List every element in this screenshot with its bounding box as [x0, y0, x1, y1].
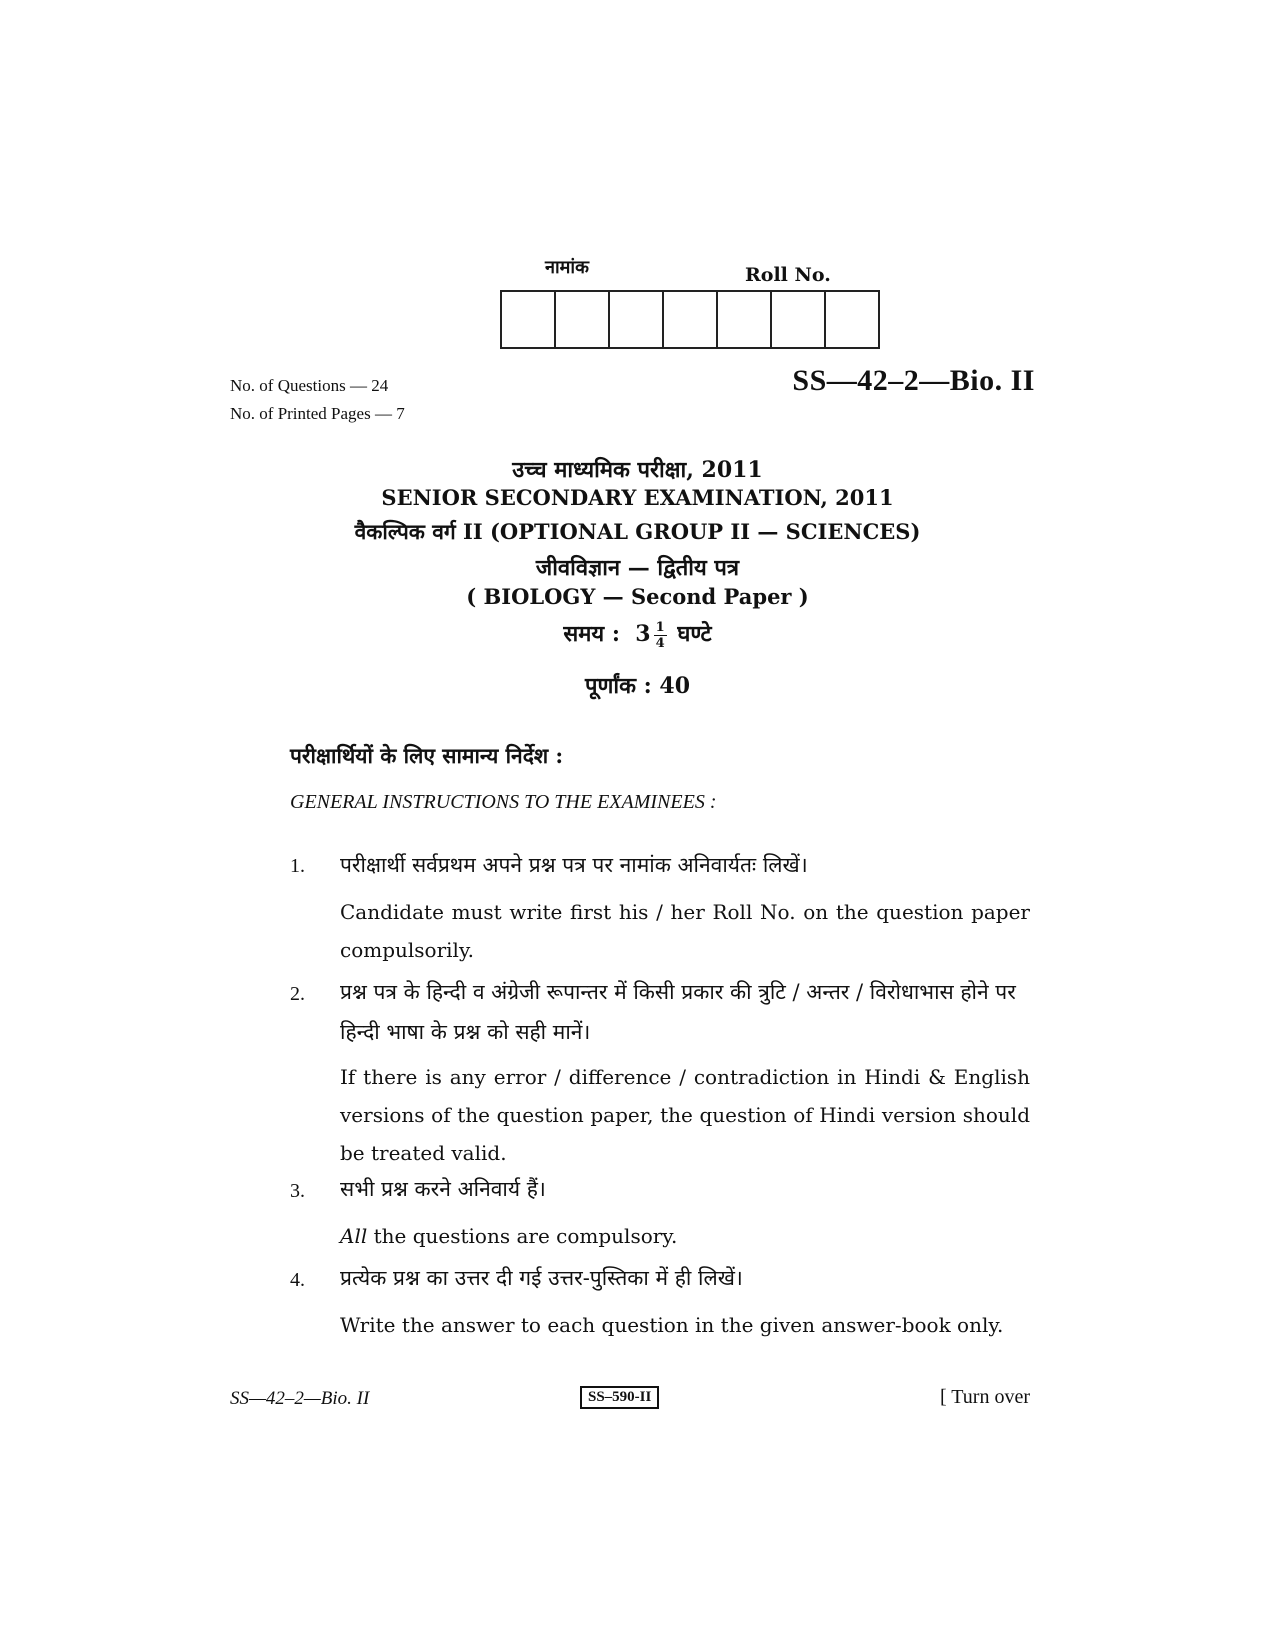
instruction-number: 2.: [290, 983, 305, 1005]
instructions-heading-hindi: परीक्षार्थियों के लिए सामान्य निर्देश :: [290, 743, 564, 768]
turn-over-note: [ Turn over: [939, 1386, 1030, 1408]
num-printed-pages: No. of Printed Pages — 7: [230, 404, 405, 423]
footer-paper-code: SS—42–2—Bio. II: [230, 1388, 370, 1409]
roll-box[interactable]: [826, 292, 880, 347]
instruction-english-emphasis: All: [340, 1224, 368, 1248]
roll-box[interactable]: [718, 292, 772, 347]
roll-box[interactable]: [664, 292, 718, 347]
instruction-english: Write the answer to each question in the given answer-book only.: [340, 1313, 1004, 1337]
roll-box[interactable]: [610, 292, 664, 347]
instruction-hindi: परीक्षार्थी सर्वप्रथम अपने प्रश्न पत्र पर नामांक अनिवार्यतः लिखें।: [340, 853, 808, 877]
instruction-english: [340, 1217, 1030, 1255]
optional-group: वैकल्पिक वर्ग II (OPTIONAL GROUP II — SCIENCES): [354, 519, 921, 544]
roll-number-boxes: [500, 290, 880, 349]
roll-box[interactable]: [556, 292, 610, 347]
time-allowed: [0, 618, 1275, 651]
roll-box[interactable]: [772, 292, 826, 347]
instruction-hindi: सभी प्रश्न करने अनिवार्य हैं।: [340, 1177, 546, 1201]
subject-hindi: जीवविज्ञान — द्वितीय पत्र: [535, 555, 740, 581]
subject-english: ( BIOLOGY — Second Paper ): [466, 584, 809, 609]
paper-code: SS—42–2—Bio. II: [792, 364, 1035, 397]
roll-label-english: Roll No.: [745, 264, 831, 286]
instruction-number: 1.: [290, 855, 305, 877]
instruction-english: If there is any error / difference / contradiction in Hindi & English versions of the question paper, the question of Hindi version should be treated valid.: [340, 1065, 1030, 1165]
instruction-number: 3.: [290, 1180, 305, 1202]
time-label: समय :: [563, 621, 620, 647]
roll-box[interactable]: [502, 292, 556, 347]
instructions-heading-english: GENERAL INSTRUCTIONS TO THE EXAMINEES :: [290, 791, 717, 813]
instruction-hindi: प्रश्न पत्र के हिन्दी व अंग्रेजी रूपान्तर में किसी प्रकार की त्रुटि / अन्तर / विरोधाभास होने पर हिन्दी भाषा के प्रश्न को सही मानें।: [340, 980, 1016, 1044]
full-marks: पूर्णांक : 40: [584, 673, 691, 699]
time-unit: घण्टे: [677, 621, 712, 647]
time-fraction: [654, 620, 667, 651]
instruction-english: Candidate must write first his / her Roll No. on the question paper compulsorily.: [340, 900, 1030, 962]
instruction-english-rest: the questions are compulsory.: [367, 1224, 678, 1248]
instruction-hindi: प्रत्येक प्रश्न का उत्तर दी गई उत्तर-पुस्तिका में ही लिखें।: [340, 1266, 743, 1290]
footer-series-code: SS–590-II: [580, 1386, 659, 1409]
num-questions: No. of Questions — 24: [230, 376, 389, 395]
roll-label-hindi: नामांक: [545, 257, 589, 278]
exam-title-hindi: उच्च माध्यमिक परीक्षा, 2011: [512, 457, 763, 483]
time-fraction-numerator: 1: [655, 619, 665, 635]
time-fraction-denominator: 4: [655, 635, 665, 651]
time-whole: 3: [635, 621, 651, 647]
instruction-number: 4.: [290, 1269, 305, 1291]
exam-title-english: SENIOR SECONDARY EXAMINATION, 2011: [381, 485, 894, 510]
